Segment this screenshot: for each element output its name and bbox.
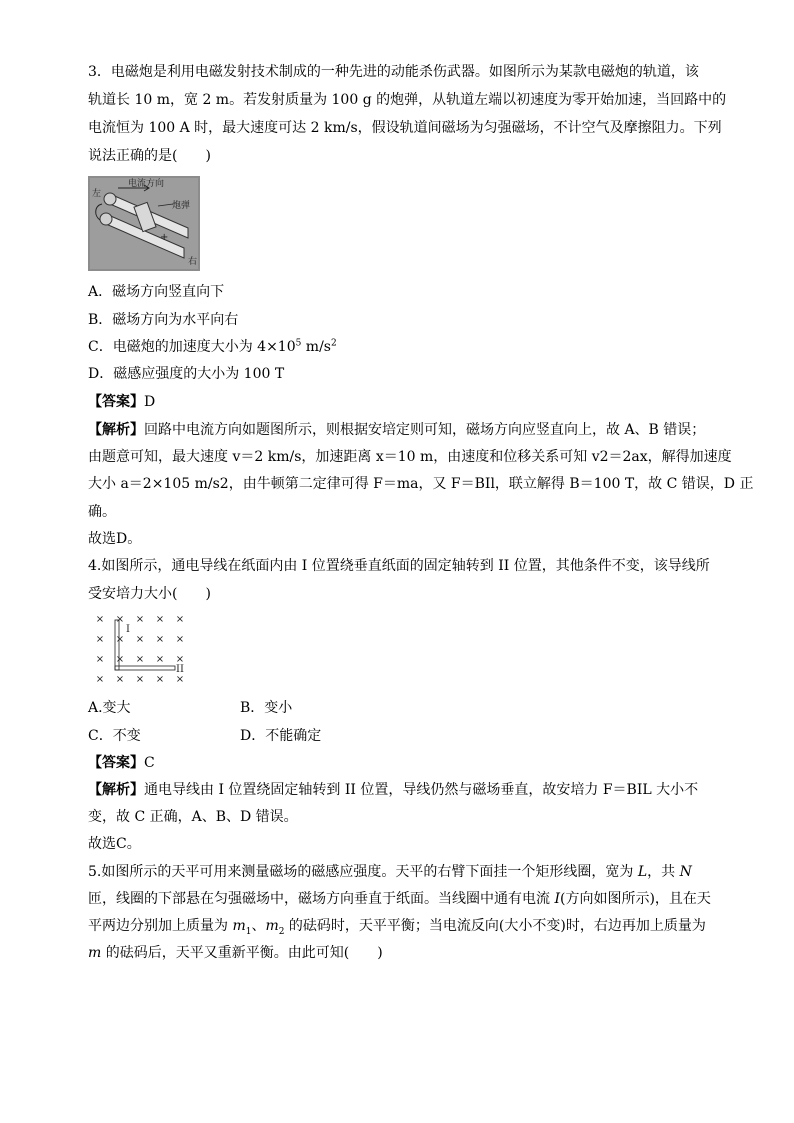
q4-option-a: A.变大 [88,700,131,716]
field-cross: × [155,614,165,625]
q3-stem-line-3: 电流恒为 100 A 时，最大速度可达 2 km/s，假设轨道间磁场为匀强磁场，不计空气及摩擦阻力。下列 [88,120,722,136]
q3-analysis-line-1: 【解析】回路中电流方向如题图所示，则根据安培定则可知，磁场方向应竖直向上，故 A、B 错误； [88,422,706,438]
q4-analysis-line-1: 【解析】通电导线由 I 位置绕固定轴转到 II 位置，导线仍然与磁场垂直，故安培力 F＝BIL 大小不 [88,782,699,798]
q4-stem-line-1: 4.如图所示，通电导线在纸面内由 I 位置绕垂直纸面的固定轴转到 II 位置，其他条件不变，该导线所 [88,558,710,574]
field-cross: × [175,634,185,645]
q3-option-c: C．电磁炮的加速度大小为 $4\times 10^5$ $m/s^2$ [88,338,337,355]
q4-analysis-line-2: 变，故 C 正确，A、B、D 错误。 [88,809,298,825]
label-plus: + [160,232,169,243]
field-cross: × [135,614,145,625]
field-cross: × [155,674,165,685]
label-current-direction: 电流方向 [128,179,165,189]
wire-position-II [115,666,175,670]
q3-stem-line-4: 说法正确的是( ) [88,148,211,164]
field-cross: × [115,634,125,645]
q5-stem-line-3: 平两边分别加上质量为 $m_1$、$m_2$ 的砝码时，天平平衡；当电流反向(大小不变)时，右边再加上质量为 [88,918,706,937]
field-cross: × [175,614,185,625]
q3-option-b: B．磁场方向为水平向右 [88,312,239,328]
label-position-I: I [126,624,130,635]
q5-stem-line-1: 5.如图所示的天平可用来测量磁场的磁感应强度。天平的右臂下面挂一个矩形线圈，宽为 L，共 N [88,864,692,880]
q4-option-b: B．变小 [240,700,293,716]
q3-stem-line-1: 3．电磁炮是利用电磁发射技术制成的一种先进的动能杀伤武器。如图所示为某款电磁炮的轨道，该 [88,64,699,80]
field-cross: × [155,634,165,645]
q4-option-c: C．不变 [88,728,141,744]
field-cross: × [135,654,145,665]
magnetic-field-figure [88,610,188,685]
q3-choose: 故选D。 [88,531,142,547]
field-cross: × [135,634,145,645]
field-cross: × [175,674,185,685]
q3-answer: 【答案】D [88,394,156,410]
field-cross: × [135,674,145,685]
q5-stem-line-2: 匝，线圈的下部悬在匀强磁场中，磁场方向垂直于纸面。当线圈中通有电流 I(方向如图所示)，且在天 [88,891,711,907]
q3-option-d: D．磁感应强度的大小为 100 T [88,366,285,382]
label-position-II: II [176,664,184,675]
q4-stem-line-2: 受安培力大小( ) [88,586,211,602]
field-cross: × [155,654,165,665]
field-cross: × [95,614,105,625]
q3-stem-line-2: 轨道长 10 m，宽 2 m。若发射质量为 100 g 的炮弹，从轨道左端以初速度为零开始加速，当回路中的 [88,92,727,108]
railgun-figure [88,176,200,271]
q5-stem-line-4: m 的砝码后，天平又重新平衡。由此可知( ) [88,945,383,961]
label-projectile: 炮弹 [172,201,191,211]
field-cross: × [95,674,105,685]
field-cross: × [95,654,105,665]
field-cross: × [115,614,125,625]
q4-option-d: D．不能确定 [240,728,322,744]
label-left: 左 [92,189,102,199]
field-cross: × [95,634,105,645]
field-cross: × [175,654,185,665]
q4-choose: 故选C。 [88,836,141,852]
q3-analysis-line-3: 大小 a＝2×105 m/s2，由牛顿第二定律可得 F＝ma，又 F＝BIl，联立解得 B＝100 T，故 C 错误，D 正 [88,476,754,492]
q4-answer: 【答案】C [88,755,155,771]
label-right: 右 [188,257,198,267]
q3-analysis-line-2: 由题意可知，最大速度 v＝2 km/s，加速距离 x＝10 m，由速度和位移关系可知 v2＝2ax，解得加速度 [88,449,732,465]
q3-option-a: A．磁场方向竖直向下 [88,284,225,300]
field-cross: × [115,674,125,685]
q3-analysis-line-4: 确。 [88,504,116,520]
field-cross: × [115,654,125,665]
